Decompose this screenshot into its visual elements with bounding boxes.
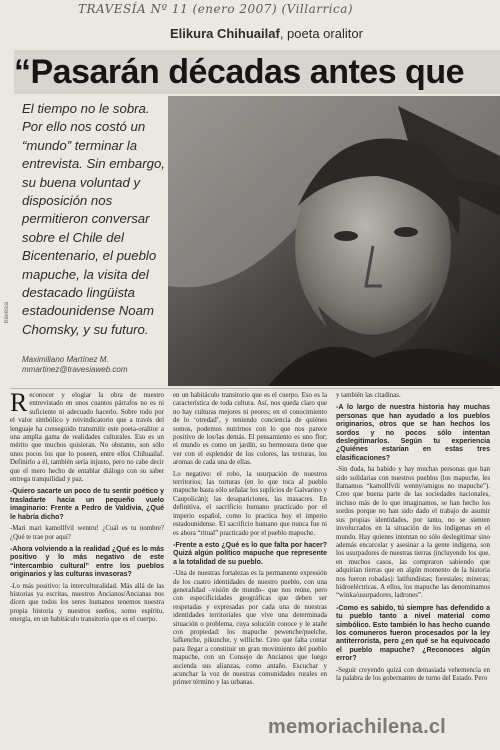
portrait-illustration xyxy=(168,96,500,386)
interview-question: -A lo largo de nuestra historia hay muchas personas que han ayudado a los pueblos originarios, otros que se han hechos los sordos y no pocos sólo intentan deslegitimarlos. Según tu experiencia ¿Quiénes estarían en estas tres clasificaciones? xyxy=(336,404,490,462)
side-tag: travesía xyxy=(4,302,10,324)
article-kicker xyxy=(170,26,363,41)
article-column-2 xyxy=(173,392,327,742)
interviewee-name: Elikura Chihuailaf xyxy=(170,26,280,41)
section-divider xyxy=(10,388,494,389)
headline: “Pasarán décadas antes que xyxy=(14,53,465,91)
interview-paragraph: -Seguir creyendo quizá con demasiada vehemencia en la palabra de los gobernantes de turno del Estado. Pero xyxy=(336,666,490,682)
interview-question: -Frente a esto ¿Qué es lo que falta por hacer? Quizá algún político mapuche que represente a la totalidad de su pueblo. xyxy=(173,541,327,566)
headline-bar xyxy=(14,50,500,94)
interview-paragraph: y también las citadinas. xyxy=(336,392,401,399)
interview-paragraph: -Lo más positivo: la interculturalidad. Más allá de las historias ya escritas, nuestros Ancianos/Ancianas nos dicen que todos los seres humanos tenemos nuestra propia historia y nuestros sueños, somo espíritu, energía, en un habitáculo transitorio que es el cuerpo. xyxy=(10,582,164,624)
interview-paragraph: en un habitáculo transitorio que es el cuerpo. Eso es la característica de toda cultura. Así, nos queda claro que no hay culturas mejores ni peores; en el conocimiento de lo ‘otredad’, y teniendo conciencia de quiénes somos, podemos nutrirnos con lo que nos parece positivo de los/las demás. El pensamiento es uno flor; el mundo es como un jardín, su hermosura tiene que ver con el esplendor de los colores, las texturas, los aromas de cada una de ellas. xyxy=(173,392,327,467)
interview-question: -Ahora volviendo a la realidad ¿Qué es lo más positivo y lo más negativo de este “intercambio cultural” entre los pueblos originarios y las culturas invasoras? xyxy=(10,545,164,579)
interview-paragraph: Reconocer y elogiar la obra de nuestro entrevistado en unos cuantos párrafos no es ni suficiente ni adecuado hacerlo. Sobre todo por el valor simbólico y reivindicatorio que a través del lenguaje ha conseguido transmitir este poeta-oralitor a una amplia gama de realidades culturales. Eso es un mérito que muchos quisieran. No obstante, son sólo unos pocos los que lo poseen, entre ellos Chihuailaf. Definirlo a él, también sería injusto, pero no cabe decir que el mero hecho de entablar diálogo con su saber entrega tranquilidad y paz. xyxy=(10,392,164,484)
interview-paragraph: -Una de nuestras fortalezas es la permanente expresión de los cuatro identidades de nuestro pueblo, con una generalidad –visión de mundo– que nos reúne, pero con especificidades geográficas que deben ser respetadas y expresadas por cada una de nuestras identidades territoriales que vive una determinada situación o problema, cuya solución conoce y le atañe con propiedad: los mapuche pewenche/puelche, lafkenche, pikunche, y williche. Creo que falta contar para llegar a constituir un gran movimiento del pueblo mapuche, con un Consejo de Ancianos que luego ascienda sus alianzas, como antaño. Escuchar y acunchar la voz de nuestras comunidades rurales en primer término y las urbanas. xyxy=(173,570,327,687)
handwritten-note: TRAVESÍA Nº 11 (enero 2007) (Villarrica) xyxy=(78,2,354,16)
watermark: memoriachilena.cl xyxy=(268,716,446,738)
interview-paragraph: Lo negativo: el robo, la usurpación de nuestros territorios; las torturas (en lo que toca al pueblo mapuche basta sólo señalar los suplicios de Galvarino y Caupolicán); las desapariciones, las masacres. En definitiva, el sacrificio humano practicado por el imperio español, como lo practica hoy el imperio estadounidense. El sacrificio humano que nunca fue ni es ahora “ritual” practicado por el pueblo mapuche. xyxy=(173,470,327,537)
drop-cap: R xyxy=(10,392,28,417)
intro-paragraph: El tiempo no le sobra. Por ello nos costó un “mundo” terminar la entrevista. Sin embargo, su buena voluntad y disposición nos permitieron conversar sobre el Chile del Bicentenario, el pueblo mapuche, la visita del destacado lingüista estadounidense Noam Chomsky, y su futuro. xyxy=(22,101,165,337)
portrait-photo xyxy=(168,96,500,386)
interview-paragraph: -Sin duda, ha habido y hay muchas personas que han sido solidarias con nuestros pueblos (los mapuche, les llamamos “kamollfvili wenny/amigos no mapuche”). Creo que buena parte de las sociedades nacionales, incluso más de lo que imaginamos, se han hecho los sordos porque no han sido dado el trabajo de asumir sus propias identidades, por tanto, no se sienten involucrados en la situación de los indígenas en el mundo. Hay quienes intentan no sólo deslegitimar sino además encarcelar y asesinar a la gente indígena, son los usurpadores de nuestras tierras (incluyendo los que, en muchos casos, las compraron sabiendo que adquirían tierras que en algún momento de la historia nos fueron robadas): latifundistas; forestales; mineras; hidroeléctricas. A ellos, los mapuche las denominamos “winka/usurpadores, ladrones”. xyxy=(336,466,490,600)
article-column-1 xyxy=(10,392,164,742)
article-body xyxy=(10,392,494,742)
article-column-3 xyxy=(336,392,490,742)
byline-email: mmartinez@travesiaweb.com xyxy=(22,365,128,374)
byline-author: Maximiliano Martínez M. xyxy=(22,355,109,364)
interview-question: -Quiero sacarte un poco de tu sentir poético y trasladarte hacia un pequeño vuelo imaginario: Frente a Pedro de Valdivia, ¿Qué le habría dicho? xyxy=(10,488,164,521)
byline xyxy=(22,355,167,375)
interview-paragraph: -Mari mari kamollfvil wentru! ¿Cuál es tu nombre? ¿Qué te trae por aquí? xyxy=(10,525,164,541)
interviewee-role: , poeta oralitor xyxy=(279,26,363,41)
interview-question: -Como es sabido, tú siempre has defendido a tu pueblo tanto a nivel material como simbólico. Esto también lo has hecho cuando los comuneros fueron procesados por la ley antiterrorista, pero ¿en qué se ha equivocado el pueblo mapuche? ¿Reconoces algún error? xyxy=(336,604,490,663)
